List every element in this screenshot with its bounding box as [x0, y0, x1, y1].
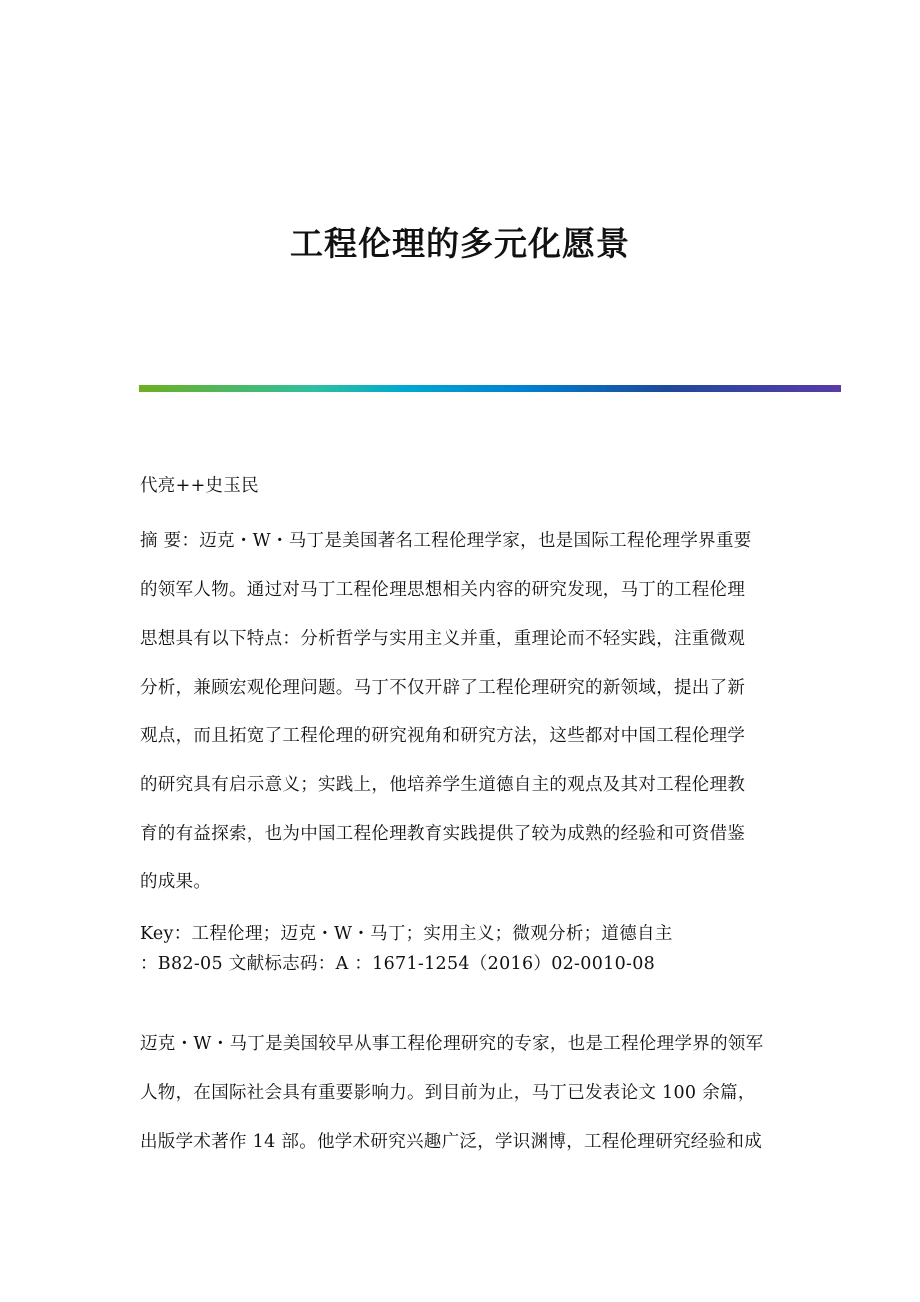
- abstract-line: 分析，兼顾宏观伦理问题。马丁不仅开辟了工程伦理研究的新领域，提出了新: [140, 678, 746, 698]
- abstract-line: 摘 要：迈克・W・马丁是美国著名工程伦理学家，也是国际工程伦理学界重要: [140, 531, 752, 551]
- authors: 代亮++史玉民: [140, 476, 259, 496]
- gradient-divider: [139, 385, 841, 392]
- abstract-line: 的研究具有启示意义；实践上，他培养学生道德自主的观点及其对工程伦理教: [140, 775, 746, 795]
- body-line: 人物，在国际社会具有重要影响力。到目前为止，马丁已发表论文 100 余篇，: [140, 1083, 756, 1103]
- abstract-line: 观点，而且拓宽了工程伦理的研究视角和研究方法，这些都对中国工程伦理学: [140, 726, 746, 746]
- classification-codes: ：B82-05 文献标志码：A ：1671-1254（2016）02-0010-08: [140, 954, 656, 974]
- abstract-line: 的领军人物。通过对马丁工程伦理思想相关内容的研究发现，马丁的工程伦理: [140, 580, 746, 600]
- keywords: Key：工程伦理；迈克・W・马丁；实用主义；微观分析；道德自主: [140, 924, 673, 944]
- document-title: 工程伦理的多元化愿景: [290, 224, 630, 263]
- abstract-line: 育的有益探索，也为中国工程伦理教育实践提供了较为成熟的经验和可资借鉴: [140, 824, 746, 844]
- body-line: 迈克・W・马丁是美国较早从事工程伦理研究的专家，也是工程伦理学界的领军: [140, 1034, 764, 1054]
- abstract-line: 思想具有以下特点：分析哲学与实用主义并重，重理论而不轻实践，注重微观: [140, 629, 746, 649]
- body-line: 出版学术著作 14 部。他学术研究兴趣广泛，学识渊博，工程伦理研究经验和成: [140, 1132, 762, 1152]
- abstract-line: 的成果。: [140, 872, 212, 892]
